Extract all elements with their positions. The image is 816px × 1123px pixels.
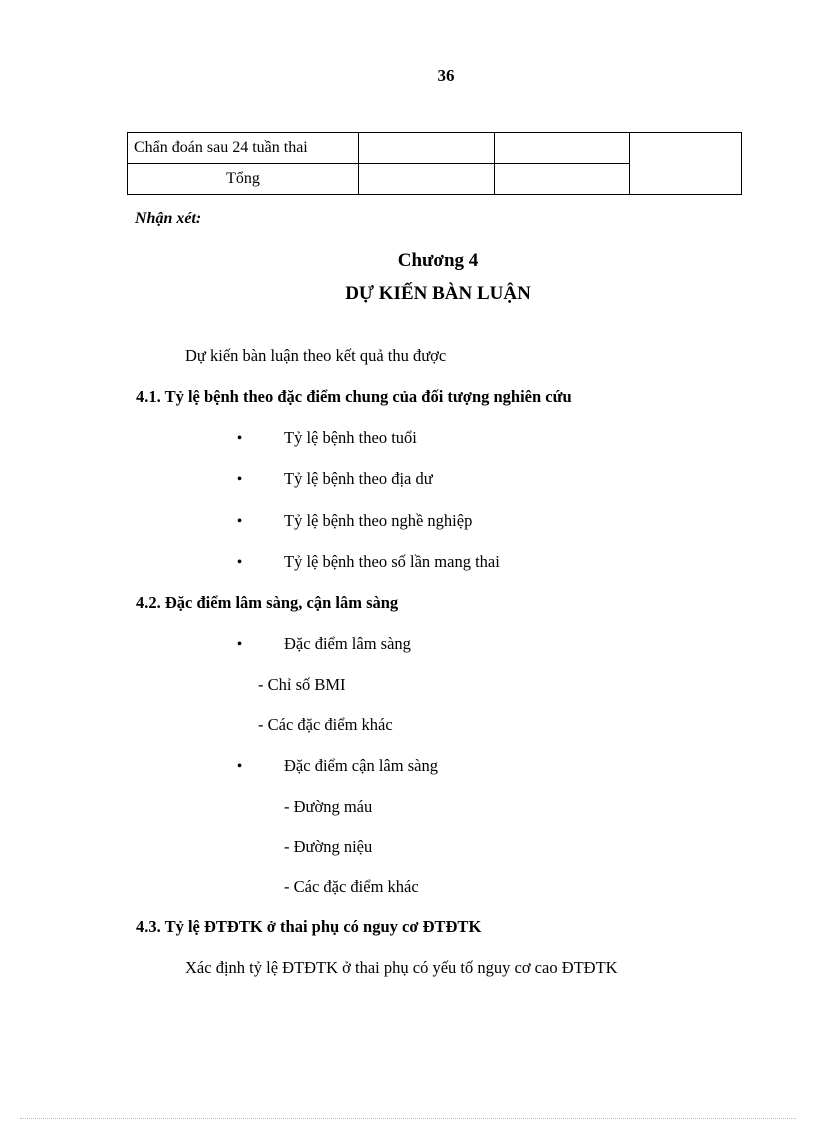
bullet-icon: • (237, 637, 242, 652)
list-item: - Đường niệu (284, 837, 373, 856)
chapter-number: Chương 4 (397, 250, 479, 271)
list-item: Tỷ lệ bệnh theo địa dư (284, 469, 433, 488)
bullet-icon: • (237, 759, 242, 774)
list-item: Tỷ lệ bệnh theo nghề nghiệp (284, 511, 473, 530)
table-cell (359, 164, 495, 195)
table-cell (495, 164, 630, 195)
paraclinical-title: Đặc điểm cận lâm sàng (284, 756, 438, 775)
bullet-icon: • (237, 514, 242, 529)
list-item: Tỷ lệ bệnh theo tuổi (284, 428, 417, 447)
bullet-icon: • (237, 472, 242, 487)
table-cell-merged (630, 133, 742, 195)
bullet-icon: • (237, 431, 242, 446)
section-2-heading: 4.2. Đặc điểm lâm sàng, cận lâm sàng (136, 593, 399, 612)
clinical-title: Đặc điểm lâm sàng (284, 634, 411, 653)
intro-text: Dự kiến bàn luận theo kết quả thu được (185, 346, 447, 365)
remark-label: Nhận xét: (135, 210, 202, 227)
list-item: - Các đặc điểm khác (284, 877, 419, 896)
diagnosis-table (127, 132, 742, 195)
page-number: 36 (437, 66, 455, 85)
list-item: - Chỉ số BMI (258, 675, 346, 694)
list-item: Tỷ lệ bệnh theo số lần mang thai (284, 552, 500, 571)
list-item: - Đường máu (284, 797, 373, 816)
section-3-text: Xác định tỷ lệ ĐTĐTK ở thai phụ có yếu tố nguy cơ cao ĐTĐTK (185, 958, 618, 977)
list-item: - Các đặc điểm khác (258, 715, 393, 734)
table-cell (359, 133, 495, 164)
page-bottom-divider (20, 1118, 796, 1119)
table-cell (495, 133, 630, 164)
table-cell-total: Tổng (128, 164, 359, 195)
section-1-heading: 4.1. Tỷ lệ bệnh theo đặc điểm chung của đối tượng nghiên cứu (136, 387, 572, 406)
bullet-icon: • (237, 555, 242, 570)
table-row (128, 133, 742, 164)
chapter-title: DỰ KIẾN BÀN LUẬN (345, 283, 531, 304)
section-3-heading: 4.3. Tỷ lệ ĐTĐTK ở thai phụ có nguy cơ ĐTĐTK (136, 917, 482, 936)
table-cell: Chẩn đoán sau 24 tuần thai (128, 133, 359, 164)
